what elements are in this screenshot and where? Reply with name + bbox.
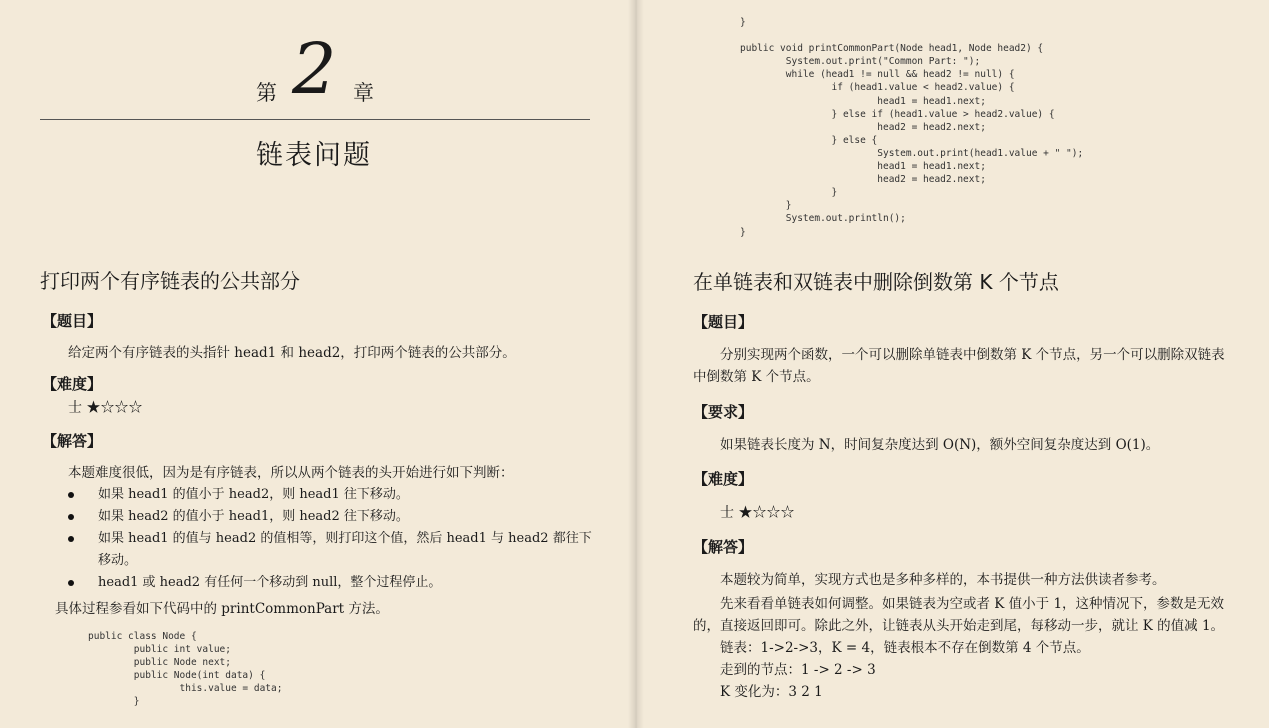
condition-list: [68, 484, 598, 594]
example-line-1: 链表：1->2->3，K = 4，链表根本不存在倒数第 4 个节点。: [720, 640, 1090, 656]
right-page: [636, 0, 1269, 728]
section-title: 在单链表和双链表中删除倒数第 K 个节点: [693, 270, 1059, 294]
requirement-label: 【要求】: [693, 403, 754, 421]
book-gutter: [628, 0, 644, 728]
list-item: head1 或 head2 有任何一个移动到 null，整个过程停止。: [68, 572, 598, 594]
code-block: public class Node { public int value; public Node next; public Node(int data) { this.value = data; }: [88, 631, 283, 708]
chapter-suffix: 章: [353, 81, 374, 105]
example-line-2: 走到的节点：1 -> 2 -> 3: [720, 662, 876, 678]
section-title: 打印两个有序链表的公共部分: [40, 269, 300, 293]
answer-paragraph-2-continued: 的，直接返回即可。除此之外，让链表从头开始走到尾，每移动一步，就让 K 的值减 1。: [693, 618, 1225, 634]
problem-text-continued: 中倒数第 K 个节点。: [693, 369, 820, 385]
chapter-number: 2: [292, 28, 337, 110]
bullet-dot: [68, 536, 74, 542]
bullet-dot: [68, 580, 74, 586]
answer-label: 【解答】: [42, 432, 103, 450]
problem-text: 给定两个有序链表的头指针 head1 和 head2，打印两个链表的公共部分。: [68, 345, 516, 361]
code-block: } public void printCommonPart(Node head1, Node head2) { System.out.print("Common Part: "); while (head1 != null && head2 != null) { if (head1.value < head2.value) { head1 = head1.next; } else if (head1.value > head2.value) { head2 = head2.next; } else { System.out.print(head1.value + " "); head1 = head1.next; head2 = head2.next; } } System.out.println(); }: [740, 17, 1084, 238]
list-item: 如果 head1 的值与 head2 的值相等，则打印这个值，然后 head1 与 head2 都往下移动。: [68, 528, 598, 572]
example-line-3: K 变化为：3 2 1: [720, 684, 823, 700]
bullet-dot: [68, 492, 74, 498]
requirement-text: 如果链表长度为 N，时间复杂度达到 O(N)，额外空间复杂度达到 O(1)。: [720, 437, 1160, 453]
chapter-divider: [40, 119, 590, 120]
chapter-heading: [0, 28, 636, 110]
problem-label: 【题目】: [42, 312, 103, 330]
difficulty-label: 【难度】: [42, 375, 103, 393]
chapter-prefix: 第: [256, 81, 277, 105]
chapter-title: 链表问题: [256, 140, 372, 171]
process-text: 具体过程参看如下代码中的 printCommonPart 方法。: [55, 601, 389, 617]
difficulty-rating: 士 ★☆☆☆: [68, 400, 143, 416]
difficulty-rating: 士 ★☆☆☆: [720, 505, 795, 521]
answer-paragraph-1: 本题较为简单，实现方式也是多种多样的，本书提供一种方法供读者参考。: [720, 572, 1166, 588]
bullet-dot: [68, 514, 74, 520]
list-item: 如果 head1 的值小于 head2，则 head1 往下移动。: [68, 484, 598, 506]
problem-label: 【题目】: [693, 313, 754, 331]
problem-text: 分别实现两个函数，一个可以删除单链表中倒数第 K 个节点，另一个可以删除双链表: [720, 347, 1225, 363]
answer-label: 【解答】: [693, 538, 754, 556]
difficulty-label: 【难度】: [693, 470, 754, 488]
list-item: 如果 head2 的值小于 head1，则 head2 往下移动。: [68, 506, 598, 528]
answer-intro: 本题难度很低，因为是有序链表，所以从两个链表的头开始进行如下判断：: [68, 465, 514, 481]
answer-paragraph-2: 先来看看单链表如何调整。如果链表为空或者 K 值小于 1，这种情况下，参数是无效: [720, 596, 1225, 612]
